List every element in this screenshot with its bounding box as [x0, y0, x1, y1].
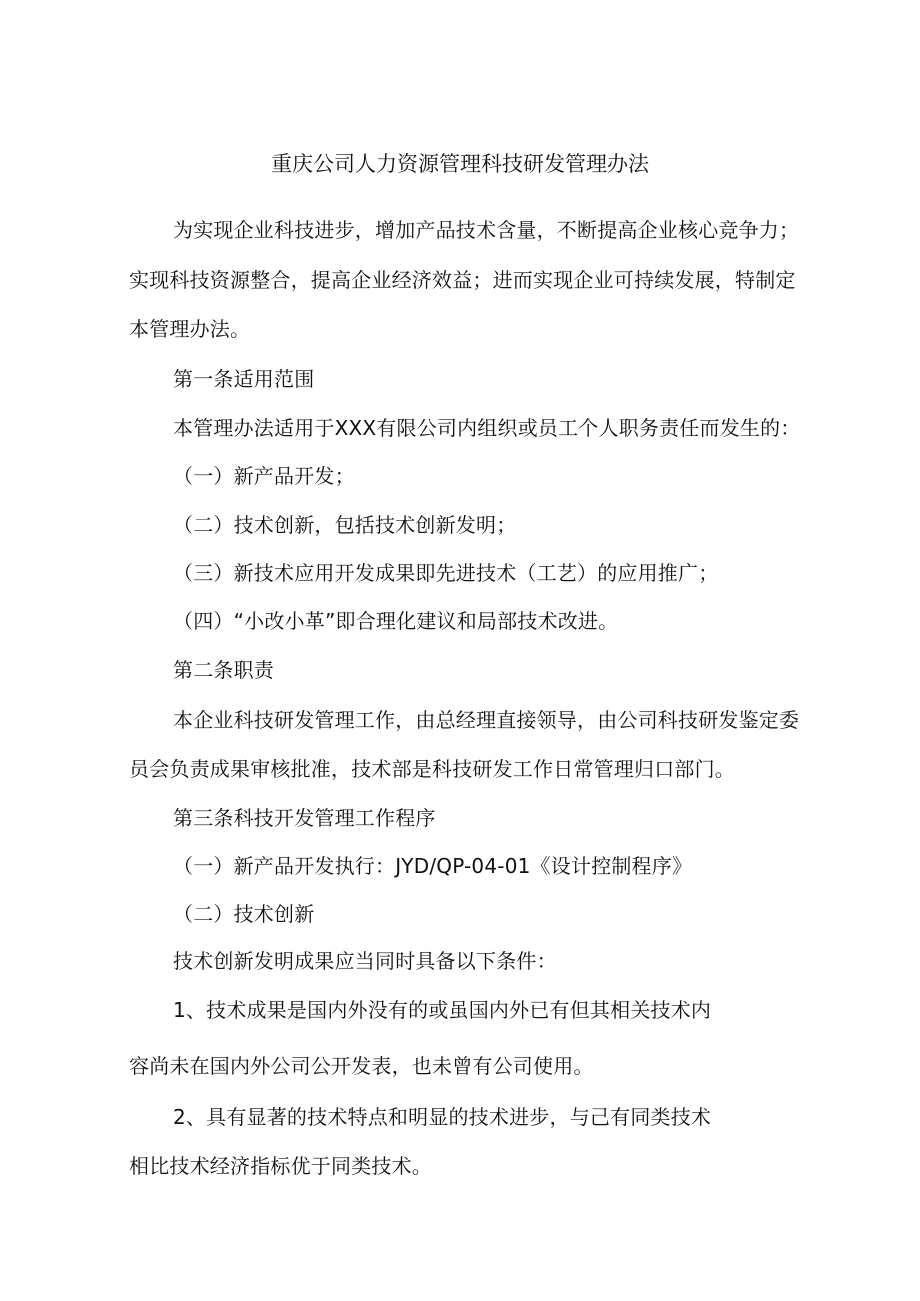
condition-1-line-2: 容尚未在国内外公司公开发表，也未曾有公司使用。	[129, 1054, 594, 1078]
article-3-item-1: （一）新产品开发执行：JYD/QP-04-01《设计控制程序》	[173, 854, 693, 878]
document-title: 重庆公司人力资源管理科技研发管理办法	[271, 152, 649, 176]
article-1-item-1: （一）新产品开发；	[173, 464, 355, 488]
article-1-body: 本管理办法适用于XXX有限公司内组织或员工个人职务责任而发生的：	[173, 416, 801, 440]
article-1-item-3: （三）新技术应用开发成果即先进技术（工艺）的应用推广；	[173, 561, 719, 585]
intro-paragraph-line-1: 为实现企业科技进步，增加产品技术含量，不断提高企业核心竞争力；	[173, 218, 800, 242]
article-2-body-line-2: 员会负责成果审核批准，技术部是科技研发工作日常管理归口部门。	[129, 757, 735, 781]
article-2-body-line-1: 本企业科技研发管理工作，由总经理直接领导，由公司科技研发鉴定委	[173, 708, 800, 732]
article-1-heading: 第一条适用范围	[173, 367, 315, 391]
intro-paragraph-line-2: 实现科技资源整合，提高企业经济效益；进而实现企业可持续发展，特制定	[129, 268, 796, 292]
article-1-item-4: （四）“小改小革”即合理化建议和局部技术改进。	[173, 609, 619, 633]
article-1-item-2: （二）技术创新，包括技术创新发明；	[173, 513, 517, 537]
article-2-heading: 第二条职责	[173, 658, 274, 682]
article-3-heading: 第三条科技开发管理工作程序	[173, 806, 436, 830]
condition-2-line-2: 相比技术经济指标优于同类技术。	[129, 1154, 432, 1178]
article-3-conditions-intro: 技术创新发明成果应当同时具备以下条件：	[173, 949, 557, 973]
condition-1-line-1: 1、技术成果是国内外没有的或虽国内外已有但其相关技术内	[173, 998, 712, 1022]
article-3-item-2: （二）技术创新	[173, 902, 315, 926]
condition-2-line-1: 2、具有显著的技术特点和明显的技术进步，与己有同类技术	[173, 1105, 712, 1129]
intro-paragraph-line-3: 本管理办法。	[129, 317, 251, 341]
